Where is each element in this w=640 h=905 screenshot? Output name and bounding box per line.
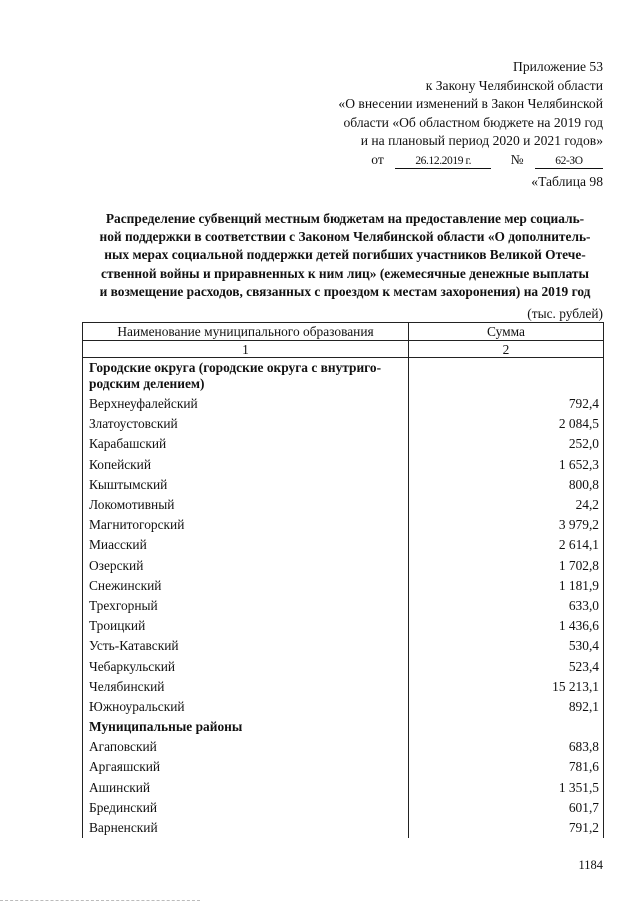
table-row [83,697,604,717]
municipality-name: Озерский [83,556,409,576]
municipality-name: Аргаяшский [83,757,409,777]
table-row [83,778,604,798]
municipality-name: Магнитогорский [83,515,409,535]
subsidy-amount: 1 436,6 [409,616,604,636]
table-row [83,556,604,576]
table-reference: «Таблица 98 [531,174,603,189]
table-row [83,434,604,454]
subsidy-amount: 601,7 [409,798,604,818]
table-row [83,757,604,777]
title-line: ной поддержки в соответствии с Законом Челябинской области «О дополнитель- [99,229,591,245]
column-number: 1 [83,341,409,358]
section-amount-empty [409,358,604,395]
table-row [83,656,604,676]
municipality-name: Троицкий [83,616,409,636]
subsidy-amount: 530,4 [409,636,604,656]
municipality-name: Чебаркульский [83,656,409,676]
subsidy-amount: 800,8 [409,475,604,495]
subsidy-amount: 791,2 [409,818,604,838]
header-line: к Закону Челябинской области [425,77,603,93]
subsidy-amount: 1 181,9 [409,576,604,596]
table-row [83,798,604,818]
header-line: Приложение 53 [513,59,603,74]
subsidy-amount: 2 614,1 [409,535,604,555]
document-header [338,58,603,169]
subsidy-amount: 15 213,1 [409,677,604,697]
subsidy-amount: 1 702,8 [409,556,604,576]
table-body [83,341,604,839]
page-number: 1184 [578,858,603,872]
subsidy-amount: 781,6 [409,757,604,777]
header-line: «О внесении изменений в Закон Челябинской [338,96,603,111]
municipality-name: Ашинский [83,778,409,798]
subsidy-amount: 523,4 [409,656,604,676]
column-header-amount: Сумма [409,323,604,341]
municipality-name: Верхнеуфалейский [83,394,409,414]
table-row [83,394,604,414]
title-line: ственной войны и приравненных к ним лиц» (ежемесячные денежные выплаты [101,265,589,281]
law-date-number-row [338,151,603,170]
section-amount-empty [409,717,604,737]
subsidy-amount: 24,2 [409,495,604,515]
subsidy-amount: 633,0 [409,596,604,616]
scan-edge-line [0,900,200,901]
municipality-name: Варненский [83,818,409,838]
municipality-name: Копейский [83,455,409,475]
table-row [83,636,604,656]
municipality-name: Локомотивный [83,495,409,515]
table-row [83,737,604,757]
municipality-name: Миасский [83,535,409,555]
date-prefix: от [371,151,384,167]
subsidy-amount: 252,0 [409,434,604,454]
header-line: области «Об областном бюджете на 2019 год [343,114,603,130]
municipality-name: Челябинский [83,677,409,697]
municipality-name: Карабашский [83,434,409,454]
municipality-name: Усть-Катавский [83,636,409,656]
municipality-name: Снежинский [83,576,409,596]
table-row [83,414,604,434]
law-number: 62-ЗО [535,154,603,169]
subsidy-amount: 3 979,2 [409,515,604,535]
section-title: Городские округа (городские округа с внутриго-родским делением) [83,358,409,395]
subsidy-amount: 2 084,5 [409,414,604,434]
column-header-name: Наименование муниципального образования [83,323,409,341]
table-row [83,475,604,495]
section-title: Муниципальные районы [83,717,409,737]
subsidy-amount: 1 351,5 [409,778,604,798]
number-prefix: № [510,151,524,167]
title-line: и возмещение расходов, связанных с проездом к местам захоронения) на 2019 год [99,283,591,299]
subsidy-amount: 892,1 [409,697,604,717]
municipality-name: Брединский [83,798,409,818]
table-row [83,818,604,838]
document-title [80,210,610,301]
table-row [83,455,604,475]
table-row [83,535,604,555]
subsidy-table [82,322,604,838]
law-date: 26.12.2019 г. [395,154,491,169]
table-row [83,515,604,535]
subsidy-amount: 792,4 [409,394,604,414]
municipality-name: Южноуральский [83,697,409,717]
section-header-row [83,717,604,737]
municipality-name: Агаповский [83,737,409,757]
title-line: Распределение субвенций местным бюджетам на предоставление мер социаль- [105,211,585,226]
municipality-name: Трехгорный [83,596,409,616]
table-header-row [83,323,604,341]
section-header-row [83,358,604,395]
table-row [83,677,604,697]
table-row [83,596,604,616]
table-row [83,495,604,515]
column-number-row [83,341,604,358]
header-line: и на плановый период 2020 и 2021 годов» [360,133,603,148]
subsidy-amount: 683,8 [409,737,604,757]
table-row [83,576,604,596]
units-label: (тыс. рублей) [527,306,603,321]
municipality-name: Златоустовский [83,414,409,434]
title-line: ных мерах социальной поддержки детей погибших участников Великой Отече- [104,247,586,263]
table-row [83,616,604,636]
municipality-name: Кыштымский [83,475,409,495]
column-number: 2 [409,341,604,358]
subsidy-amount: 1 652,3 [409,455,604,475]
